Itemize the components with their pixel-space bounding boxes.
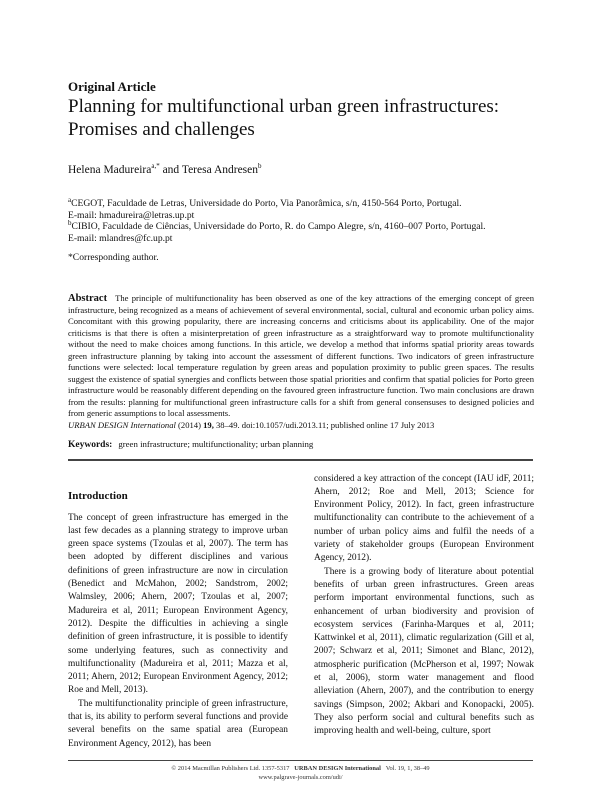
affiliation-a: CEGOT, Faculdade de Letras, Universidade do Porto, Via Panorâmica, s/n, 4150-564 Porto, Portugal.	[71, 198, 462, 209]
keywords-text: green infrastructure; multifunctionality; urban planning	[118, 438, 314, 449]
paragraph: The multifunctionality principle of green infrastructure, that is, its ability to perform several functions and provide several benefits on the same spatial area (European Environment Agency, 2012), has been	[68, 698, 288, 749]
journal-url[interactable]: www.palgrave-journals.com/udi/	[258, 774, 343, 782]
section-divider	[68, 459, 533, 461]
body-columns	[68, 473, 534, 751]
affiliation-mark: b	[68, 219, 72, 227]
affiliations	[68, 195, 568, 244]
citation-volume: 19,	[203, 419, 214, 430]
footer-volume: Vol. 19, 1, 38–49	[385, 765, 430, 773]
corresponding-author-note: *Corresponding author.	[68, 252, 159, 264]
author-affiliation-mark: a,*	[151, 162, 160, 171]
article-page	[68, 0, 534, 790]
author-name: Teresa Andresen	[181, 164, 259, 176]
abstract-label: Abstract	[68, 292, 108, 304]
keywords	[68, 438, 534, 451]
author-conjunction: and	[159, 164, 182, 176]
article-type: Original Article	[68, 79, 156, 94]
column-left	[68, 473, 288, 751]
paragraph: The concept of green infrastructure has emerged in the last few decades as a planning strategy to improve urban green space systems (Tzoulas et al, 2007). The term has been adopted by different disciplines and various definitions of green infrastructure are now in circulation (Benedict and McMahon, 2002; Sandstrom, 2002; Walmsley, 2006; Ahern, 2007; Tzoulas et al, 2007; Madureira et al, 2011; European Environment Agency, 2012). Despite the difficulties in achieving a single definition of green infrastructure, it is possible to identify some underlying features, such as connectivity and multifunctionality (Madureira et al, 2011; Mazza et al, 2011; Ahern, 2012; European Environment Agency, 2012; Roe and Mell, 2013).	[68, 512, 288, 696]
citation-rest: 38–49. doi:10.1057/udi.2013.11; published online 17 July 2013	[213, 419, 435, 430]
citation-year: (2014)	[175, 419, 204, 430]
article-title: Planning for multifunctional urban green infrastructures: Promises and challenges	[68, 96, 500, 140]
affiliation-b: CIBIO, Faculdade de Ciências, Universidade do Porto, R. do Campo Alegre, s/n, 4160–007 Porto, Portugal.	[71, 221, 486, 233]
citation-journal: URBAN DESIGN International	[68, 419, 176, 430]
section-heading: Introduction	[68, 489, 128, 502]
email-b[interactable]: E-mail: mlandres@fc.up.pt	[68, 232, 173, 244]
abstract	[68, 293, 534, 432]
keywords-label: Keywords:	[68, 439, 113, 450]
author-name: Helena Madureira	[68, 164, 152, 176]
affiliation-mark: a	[68, 195, 72, 204]
footer-divider	[68, 760, 533, 762]
author-affiliation-mark: b	[258, 162, 262, 171]
authors	[68, 163, 534, 177]
abstract-text: The principle of multifunctionality has been observed as one of the key attractions of the emerging concept of green infrastructure, being recognized as a means of achievement of several environmental, social, cultural and economic urban policy aims. Concomitant with this growing popularity, there are increasing concerns and criticisms about its applicability. One of the major criticisms is that there is often a misinterpretation of green infrastructure as a straightforward way to promote multifunctionality without the need to make choices among functions. In this article, we develop a method that informs spatial priority areas towards green infrastructure planning by taking into account the assessment of different functions. Two indicators of green infrastructure functions were selected: local temperature regulation by green areas and population proximity to public green spaces. The results suggest the existence of spatial synergies and conflicts between those spatial priorities and confirm that spatial policies for Porto green infrastructure would be reasonably different depending on the favoured green infrastructure function. Two main conclusions are drawn from the results: planning for multifunctional green infrastructure calls for a shift from general consensuses to designed policies and from generic assumptions to local assessments.	[68, 292, 534, 419]
copyright: © 2014 Macmillan Publishers Ltd. 1357-5317	[171, 765, 290, 773]
footer	[68, 764, 533, 773]
column-right	[314, 473, 534, 751]
citation	[68, 420, 434, 430]
email-a[interactable]: E-mail: hmadureira@letras.up.pt	[68, 209, 195, 221]
paragraph: considered a key attraction of the concept (IAU idF, 2011; Ahern, 2012; Roe and Mell, 2013; Science for Environment Policy, 2012). In fact, green infrastructure multifunctionality can contribute to the achievement of a number of urban policy aims and fulfil the needs of a variety of stakeholder groups (European Environment Agency, 2012).	[314, 473, 534, 564]
footer-journal: URBAN DESIGN International	[294, 765, 381, 773]
paragraph: There is a growing body of literature about potential benefits of urban green infrastructures. Green areas perform important environmental functions, such as enhancement of urban biodiversity and provision of ecosystem services (Farinha-Marques et al, 2011; Kattwinkel et al, 2011), climatic regularization (Gill et al, 2007; Schwarz et al, 2011; Simonet and Blanc, 2012), atmospheric purification (McPherson et al, 1997; Nowak et al, 2006), storm water management and flood alleviation (Ahern, 2007), and the contribution to energy savings (Simpson, 2002; Akbari and Konopacki, 2005). They also perform social and cultural benefits such as improving health and well-being, culture, sport	[314, 566, 534, 737]
